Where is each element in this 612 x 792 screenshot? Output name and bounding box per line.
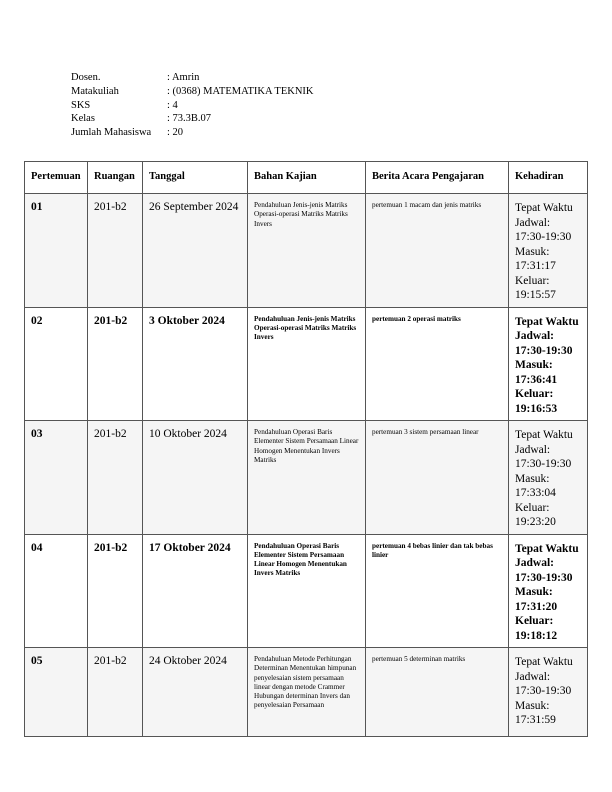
- cell-bahan-kajian: Pendahuluan Jenis-jenis Matriks Operasi-operasi Matriks Matriks Invers: [248, 307, 366, 421]
- header-berita-acara: Berita Acara Pengajaran: [366, 162, 509, 194]
- attendance-table: [24, 161, 588, 737]
- cell-bahan-kajian: Pendahuluan Operasi Baris Elementer Sistem Persamaan Linear Homogen Menentukan Invers Matriks: [248, 421, 366, 535]
- kehadiran-line: Keluar:: [515, 388, 554, 400]
- kehadiran-line: 19:15:57: [515, 289, 556, 301]
- kehadiran-status: Tepat Waktu: [515, 656, 573, 668]
- kehadiran-status: Tepat Waktu: [515, 315, 579, 328]
- kehadiran-line: 17:31:59: [515, 714, 556, 726]
- info-value: : 73.3B.07: [167, 113, 212, 125]
- cell-bahan-kajian: Pendahuluan Jenis-jenis Matriks Operasi-operasi Matriks Matriks Invers: [248, 194, 366, 308]
- table-row: [25, 194, 588, 308]
- header-kehadiran: Kehadiran: [509, 162, 588, 194]
- cell-kehadiran: [509, 648, 588, 737]
- info-label: SKS: [71, 99, 91, 111]
- cell-tanggal: 3 Oktober 2024: [143, 307, 248, 421]
- kehadiran-line: 17:36:41: [515, 373, 558, 386]
- cell-kehadiran: [509, 534, 588, 648]
- cell-pertemuan: 04: [25, 534, 88, 648]
- cell-ruangan: 201-b2: [88, 194, 143, 308]
- table-row: [25, 421, 588, 535]
- kehadiran-line: 19:23:20: [515, 516, 556, 528]
- table-row: [25, 307, 588, 421]
- cell-kehadiran: [509, 307, 588, 421]
- info-value: : Amrin: [167, 72, 200, 83]
- info-row-matakuliah: [71, 85, 314, 99]
- info-label: Matakuliah: [71, 85, 119, 97]
- cell-tanggal: 10 Oktober 2024: [143, 421, 248, 535]
- info-value: : (0368) MATEMATIKA TEKNIK: [167, 85, 314, 97]
- info-row-jumlah-mahasiswa: [71, 126, 314, 140]
- info-row-dosen: [71, 71, 314, 85]
- cell-ruangan: 201-b2: [88, 534, 143, 648]
- info-row-kelas: [71, 112, 314, 126]
- cell-ruangan: 201-b2: [88, 307, 143, 421]
- cell-pertemuan: 03: [25, 421, 88, 535]
- kehadiran-line: 17:31:17: [515, 260, 556, 272]
- cell-berita-acara: pertemuan 2 operasi matriks: [366, 307, 509, 421]
- cell-pertemuan: 05: [25, 648, 88, 737]
- kehadiran-line: 17:33:04: [515, 487, 556, 499]
- cell-tanggal: 17 Oktober 2024: [143, 534, 248, 648]
- table-row: [25, 534, 588, 648]
- cell-bahan-kajian: Pendahuluan Operasi Baris Elementer Sistem Persamaan Linear Homogen Menentukan Invers Matriks: [248, 534, 366, 648]
- cell-berita-acara: pertemuan 4 bebas linier dan tak bebas linier: [366, 534, 509, 648]
- table-row: [25, 648, 588, 737]
- kehadiran-line: Masuk:: [515, 699, 550, 712]
- kehadiran-line: 17:30-19:30: [515, 231, 572, 243]
- cell-tanggal: 24 Oktober 2024: [143, 648, 248, 737]
- kehadiran-line: Jadwal:: [515, 557, 554, 569]
- kehadiran-line: Keluar:: [515, 274, 550, 287]
- header-tanggal: Tanggal: [143, 162, 248, 194]
- kehadiran-line: 17:31:20: [515, 600, 558, 613]
- cell-pertemuan: 01: [25, 194, 88, 308]
- cell-ruangan: 201-b2: [88, 421, 143, 535]
- cell-bahan-kajian: Pendahuluan Metode Perhitungan Determinan Menentukan himpunan penyelesaian sistem persamaan linear dengan metode Crammer Hubungan determinan Invers dan penyelesaian Persamaan: [248, 648, 366, 737]
- kehadiran-status: Tepat Waktu: [515, 429, 573, 441]
- kehadiran-line: 17:30-19:30: [515, 344, 573, 357]
- kehadiran-line: 19:16:53: [515, 402, 558, 415]
- info-value: : 4: [167, 99, 178, 111]
- kehadiran-line: 17:30-19:30: [515, 571, 573, 584]
- header-ruangan: Ruangan: [88, 162, 143, 194]
- info-label: Kelas: [71, 113, 95, 125]
- kehadiran-line: Jadwal:: [515, 216, 551, 229]
- course-info: [71, 71, 314, 140]
- cell-kehadiran: [509, 421, 588, 535]
- cell-berita-acara: pertemuan 5 determinan matriks: [366, 648, 509, 737]
- cell-berita-acara: pertemuan 1 macam dan jenis matriks: [366, 194, 509, 308]
- header-bahan-kajian: Bahan Kajian: [248, 162, 366, 194]
- kehadiran-line: Keluar:: [515, 501, 550, 514]
- table-header-row: [25, 162, 588, 194]
- cell-berita-acara: pertemuan 3 sistem persamaan linear: [366, 421, 509, 535]
- kehadiran-line: Masuk:: [515, 245, 550, 258]
- kehadiran-status: Tepat Waktu: [515, 542, 579, 555]
- cell-pertemuan: 02: [25, 307, 88, 421]
- kehadiran-line: Jadwal:: [515, 443, 551, 456]
- kehadiran-line: Masuk:: [515, 586, 553, 598]
- kehadiran-line: Masuk:: [515, 359, 553, 371]
- cell-ruangan: 201-b2: [88, 648, 143, 737]
- info-label: Jumlah Mahasiswa: [71, 127, 152, 139]
- kehadiran-line: Keluar:: [515, 615, 554, 627]
- cell-kehadiran: [509, 194, 588, 308]
- header-pertemuan: Pertemuan: [25, 162, 88, 194]
- kehadiran-line: Jadwal:: [515, 330, 554, 342]
- cell-tanggal: 26 September 2024: [143, 194, 248, 308]
- kehadiran-line: 17:30-19:30: [515, 458, 572, 470]
- kehadiran-status: Tepat Waktu: [515, 202, 573, 214]
- kehadiran-line: 17:30-19:30: [515, 685, 572, 697]
- kehadiran-line: 19:18:12: [515, 629, 558, 642]
- info-row-sks: [71, 99, 314, 113]
- kehadiran-line: Masuk:: [515, 472, 550, 485]
- kehadiran-line: Jadwal:: [515, 670, 551, 683]
- info-label: Dosen.: [71, 72, 101, 83]
- info-value: : 20: [167, 127, 184, 139]
